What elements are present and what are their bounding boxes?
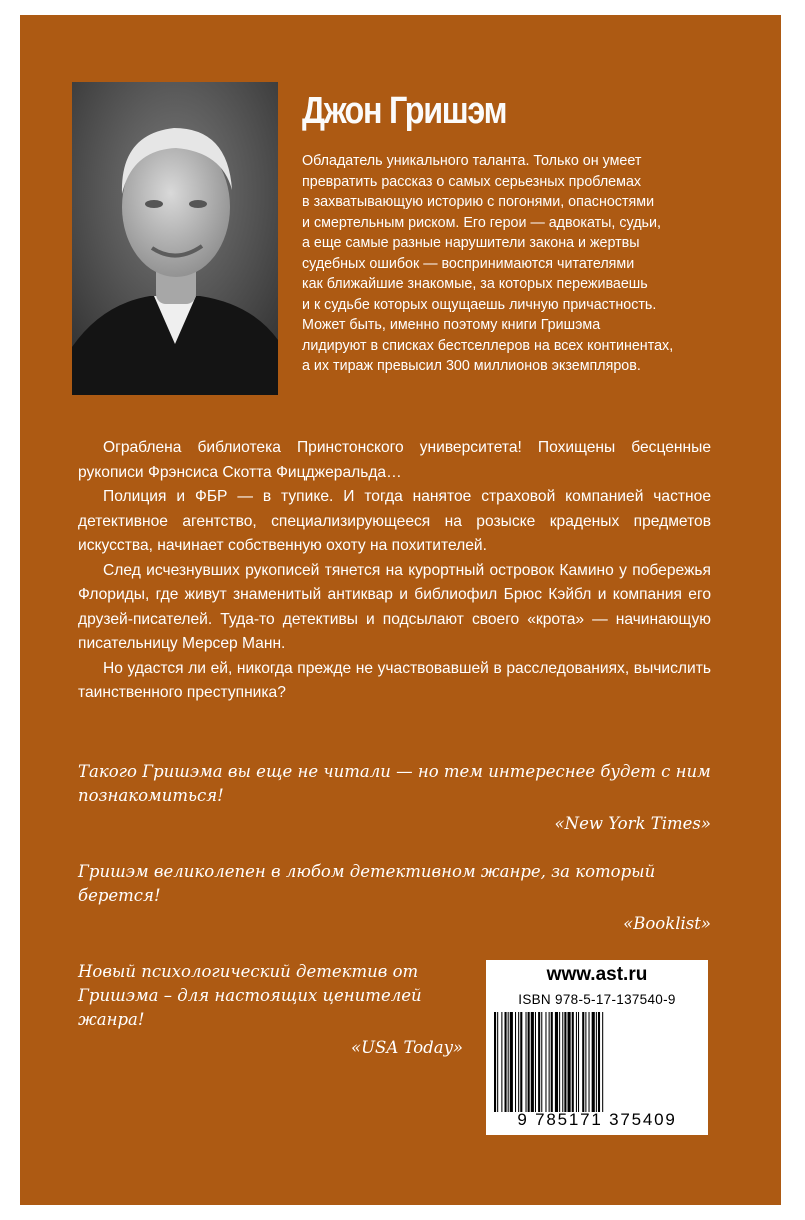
barcode-panel <box>486 960 708 1135</box>
bio-line: превратить рассказ о самых серьезных проблемах <box>302 173 642 190</box>
book-blurb <box>78 436 711 706</box>
review-quote <box>78 960 463 1060</box>
review-quote <box>78 860 711 936</box>
bio-line: лидируют в списках бестселлеров на всех континентах, <box>302 337 674 354</box>
blurb-paragraph: Но удастся ли ей, никогда прежде не участвовавшей в расследованиях, вычислить таинственного преступника? <box>78 659 711 701</box>
isbn-number: ISBN 978-5-17-137540-9 <box>518 992 676 1007</box>
bio-line: и к судьбе которых ощущаешь личную причастность. <box>302 296 657 313</box>
publisher-website: www.ast.ru <box>546 964 648 985</box>
quote-text: Новый психологический детектив от Гришэма – для настоящих ценителей жанра! <box>78 962 422 1029</box>
quote-source: «New York Times» <box>554 814 711 833</box>
author-name: Джон Гришэм <box>302 90 507 132</box>
blurb-paragraph: Полиция и ФБР — в тупике. И тогда нанятое страховой компанией частное детективное агентство, специализирующееся на розыске краденых предметов искусства, начинает собственную охоту на похитителей. <box>78 488 711 554</box>
author-photo <box>72 82 278 395</box>
bio-line: как ближайшие знакомые, за которых переживаешь <box>302 276 648 292</box>
quote-source: «Booklist» <box>623 914 711 933</box>
barcode-digits: 9 785171 375409 <box>517 1110 677 1129</box>
blurb-paragraph: Ограблена библиотека Принстонского университета! Похищены бесценные рукописи Фрэнсиса Скотта Фицджеральда… <box>78 439 711 481</box>
bio-line: в захватывающую историю с погонями, опасностями <box>302 194 655 210</box>
barcode-icon <box>494 1012 700 1112</box>
bio-line: а еще самые разные нарушители закона и жертвы <box>302 235 640 251</box>
review-quote <box>78 760 711 836</box>
quote-text: Такого Гришэма вы еще не читали — но тем интереснее будет с ним познакомиться! <box>78 762 711 805</box>
blurb-paragraph: След исчезнувших рукописей тянется на курортный островок Камино у побережья Флориды, где живут знаменитый антиквар и библиофил Брюс Кэйбл и компания его друзей-писателей. Туда-то детективы и подсылают своего «крота» — начинающую писательницу Мерсер Манн. <box>78 561 711 652</box>
bio-line: а их тираж превысил 300 миллионов экземпляров. <box>302 358 641 374</box>
quote-source: «USA Today» <box>351 1038 463 1057</box>
bio-line: Может быть, именно поэтому книги Гришэма <box>302 317 601 333</box>
bio-line: Обладатель уникального таланта. Только он умеет <box>302 153 642 169</box>
bio-line: и смертельным риском. Его герои — адвокаты, судьи, <box>302 214 661 231</box>
quote-text: Гришэм великолепен в любом детективном жанре, за который берется! <box>78 862 656 905</box>
author-bio <box>302 151 722 377</box>
bio-line: судебных ошибок — воспринимаются читателями <box>302 255 635 272</box>
